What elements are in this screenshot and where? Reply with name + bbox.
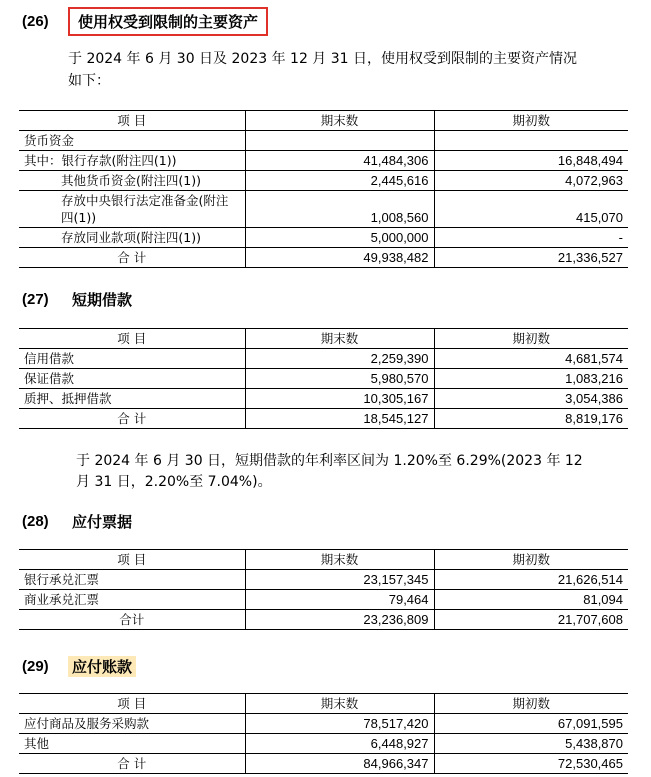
row-end: 18,545,127 <box>245 409 434 429</box>
row-end: 23,236,809 <box>245 610 434 630</box>
row-end: 2,445,616 <box>245 171 434 191</box>
section-27-note-line1: 于 2024 年 6 月 30 日，短期借款的年利率区间为 1.20%至 6.29%(2023 年 12 <box>76 453 583 469</box>
row-begin: 81,094 <box>434 590 628 610</box>
table-row <box>19 570 628 590</box>
table-row <box>19 734 628 754</box>
table-header <box>19 550 628 570</box>
table-row <box>19 131 628 151</box>
col-header-begin: 期初数 <box>434 329 628 349</box>
table-total-row <box>19 754 628 774</box>
row-begin: 21,707,608 <box>434 610 628 630</box>
row-end: 23,157,345 <box>245 570 434 590</box>
row-end: 5,980,570 <box>245 369 434 389</box>
row-begin: - <box>434 228 628 248</box>
row-end: 1,008,560 <box>245 191 434 228</box>
row-label: 存放同业款项(附注四(1)) <box>19 228 245 248</box>
section-26-heading <box>22 8 268 34</box>
row-end: 10,305,167 <box>245 389 434 409</box>
row-begin: 8,819,176 <box>434 409 628 429</box>
row-label-line1: 存放中央银行法定准备金(附注 <box>61 193 229 208</box>
table-header <box>19 329 628 349</box>
accounts-payable-table <box>19 693 628 774</box>
row-end: 78,517,420 <box>245 714 434 734</box>
row-end: 79,464 <box>245 590 434 610</box>
col-header-item: 项 目 <box>19 111 245 131</box>
table-total-row <box>19 248 628 268</box>
section-number: (27) <box>22 290 49 308</box>
table-row <box>19 151 628 171</box>
col-header-end: 期末数 <box>245 111 434 131</box>
section-number: (29) <box>22 657 49 675</box>
row-begin: 1,083,216 <box>434 369 628 389</box>
row-begin: 72,530,465 <box>434 754 628 774</box>
col-header-end: 期末数 <box>245 694 434 714</box>
row-label: 银行承兑汇票 <box>19 570 245 590</box>
row-label: 合 计 <box>19 248 245 268</box>
row-label <box>19 191 245 228</box>
table-row <box>19 369 628 389</box>
row-label: 其中：银行存款(附注四(1)) <box>19 151 245 171</box>
table-total-row <box>19 610 628 630</box>
row-label: 合计 <box>19 610 245 630</box>
row-label: 其他货币资金(附注四(1)) <box>19 171 245 191</box>
col-header-item: 项 目 <box>19 694 245 714</box>
row-label: 其他 <box>19 734 245 754</box>
col-header-begin: 期初数 <box>434 694 628 714</box>
row-end <box>245 131 434 151</box>
col-header-end: 期末数 <box>245 550 434 570</box>
row-label: 合 计 <box>19 409 245 429</box>
row-begin: 21,626,514 <box>434 570 628 590</box>
row-begin: 5,438,870 <box>434 734 628 754</box>
table-row <box>19 389 628 409</box>
col-header-item: 项 目 <box>19 550 245 570</box>
row-label: 商业承兑汇票 <box>19 590 245 610</box>
row-end: 6,448,927 <box>245 734 434 754</box>
row-end: 41,484,306 <box>245 151 434 171</box>
section-27-note-line2: 月 31 日，2.20%至 7.04%)。 <box>76 474 272 490</box>
row-begin: 16,848,494 <box>434 151 628 171</box>
section-title: 短期借款 <box>72 290 133 309</box>
row-end: 49,938,482 <box>245 248 434 268</box>
restricted-assets-table <box>19 110 628 268</box>
row-begin: 4,072,963 <box>434 171 628 191</box>
table-header <box>19 111 628 131</box>
table-row <box>19 590 628 610</box>
section-title: 使用权受到限制的主要资产 <box>68 7 268 36</box>
section-title: 应付票据 <box>72 512 133 531</box>
row-label: 合 计 <box>19 754 245 774</box>
table-row <box>19 171 628 191</box>
row-label: 质押、抵押借款 <box>19 389 245 409</box>
row-begin: 4,681,574 <box>434 349 628 369</box>
section-27-heading <box>22 286 136 312</box>
table-header <box>19 694 628 714</box>
row-begin: 21,336,527 <box>434 248 628 268</box>
row-end: 2,259,390 <box>245 349 434 369</box>
row-label: 货币资金 <box>19 131 245 151</box>
col-header-begin: 期初数 <box>434 550 628 570</box>
section-26-intro-line2: 如下： <box>68 73 110 89</box>
section-number: (28) <box>22 512 49 530</box>
notes-payable-table <box>19 549 628 630</box>
row-begin <box>434 131 628 151</box>
row-end: 84,966,347 <box>245 754 434 774</box>
section-number: (26) <box>22 12 49 30</box>
table-row <box>19 714 628 734</box>
row-label: 信用借款 <box>19 349 245 369</box>
row-begin: 3,054,386 <box>434 389 628 409</box>
table-row <box>19 191 628 228</box>
row-label-line2: 四(1)) <box>61 210 97 225</box>
table-total-row <box>19 409 628 429</box>
row-label: 保证借款 <box>19 369 245 389</box>
row-end: 5,000,000 <box>245 228 434 248</box>
row-label: 应付商品及服务采购款 <box>19 714 245 734</box>
col-header-begin: 期初数 <box>434 111 628 131</box>
row-begin: 67,091,595 <box>434 714 628 734</box>
short-term-borrowings-table <box>19 328 628 429</box>
section-29-heading <box>22 653 136 679</box>
section-title: 应付账款 <box>68 656 136 677</box>
row-begin: 415,070 <box>434 191 628 228</box>
table-row <box>19 349 628 369</box>
col-header-end: 期末数 <box>245 329 434 349</box>
section-26-intro-line1: 于 2024 年 6 月 30 日及 2023 年 12 月 31 日，使用权受到限制的主要资产情况 <box>68 51 578 67</box>
section-28-heading <box>22 508 136 534</box>
col-header-item: 项 目 <box>19 329 245 349</box>
table-row <box>19 228 628 248</box>
